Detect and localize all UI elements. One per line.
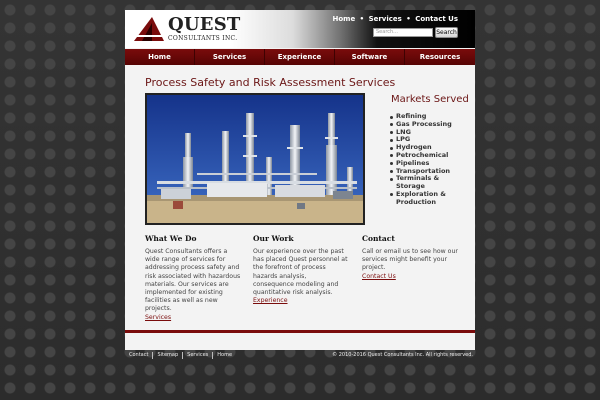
footer-links (129, 352, 236, 359)
list-item: LPG (389, 136, 469, 144)
site-footer (128, 352, 474, 362)
list-item: Terminals & Storage (389, 175, 469, 191)
column-text: Call or email us to see how our services might benefit your project. (362, 248, 458, 272)
page-container (125, 10, 475, 350)
nav-item-experience[interactable]: Experience (265, 49, 335, 65)
nav-item-software[interactable]: Software (335, 49, 405, 65)
search-input[interactable]: Search... (373, 28, 433, 37)
top-link-contact[interactable]: Contact Us (415, 15, 458, 23)
column-text: Our experience over the past has placed Quest personnel at the forefront of process hazards analysis, consequence modeling and quantitative risk analysis. (253, 248, 348, 297)
top-link-services[interactable]: Services (368, 15, 402, 23)
search-button[interactable]: Search (436, 29, 457, 36)
logo-triangle-icon[interactable] (134, 17, 164, 41)
list-item: Gas Processing (389, 121, 469, 129)
experience-link[interactable]: Experience (253, 297, 288, 305)
column-contact (362, 234, 458, 281)
hero-image (145, 93, 365, 225)
list-item: Petrochemical (389, 152, 469, 160)
column-our-work (253, 234, 349, 305)
list-item: Pipelines (389, 160, 469, 168)
markets-title: Markets Served (391, 94, 469, 105)
list-item: Exploration & Production (389, 191, 469, 207)
top-links (332, 15, 458, 23)
page-title: Process Safety and Risk Assessment Services (145, 76, 396, 89)
main-nav (125, 49, 475, 65)
column-what-we-do (145, 234, 241, 322)
footer-link-home[interactable]: Home (217, 352, 233, 358)
logo-title[interactable]: QUEST (168, 14, 241, 35)
nav-item-home[interactable]: Home (125, 49, 195, 65)
list-item: Refining (389, 113, 469, 121)
site-header (125, 10, 475, 48)
separator-bullet: • (406, 15, 411, 23)
separator-bullet: • (359, 15, 365, 23)
list-item: Hydrogen (389, 144, 469, 152)
contact-us-link[interactable]: Contact Us (362, 272, 396, 280)
list-item: LNG (389, 129, 469, 137)
list-item: Transportation (389, 168, 469, 176)
top-link-home[interactable]: Home (332, 15, 356, 23)
markets-list (389, 113, 469, 207)
nav-item-resources[interactable]: Resources (419, 53, 461, 61)
footer-link-sitemap[interactable]: Sitemap (153, 352, 183, 359)
divider (125, 330, 475, 333)
logo-subtitle: CONSULTANTS INC. (168, 35, 238, 42)
column-heading: Our Work (253, 234, 294, 243)
services-link[interactable]: Services (145, 313, 172, 321)
nav-item-services[interactable]: Services (195, 49, 265, 65)
footer-link-services[interactable]: Services (183, 352, 213, 359)
industrial-plant-photo-icon (147, 95, 363, 223)
footer-link-contact[interactable]: Contact (129, 352, 153, 359)
column-heading: What We Do (145, 234, 197, 243)
column-text: Quest Consultants offers a wide range of services for addressing process safety and risk associated with hazardous materials. Our services are implemented for existing facilities as well as new projects. (145, 248, 241, 313)
copyright: © 2010-2016 Quest Consultants Inc. All rights reserved. (332, 352, 473, 358)
column-heading: Contact (362, 234, 395, 243)
